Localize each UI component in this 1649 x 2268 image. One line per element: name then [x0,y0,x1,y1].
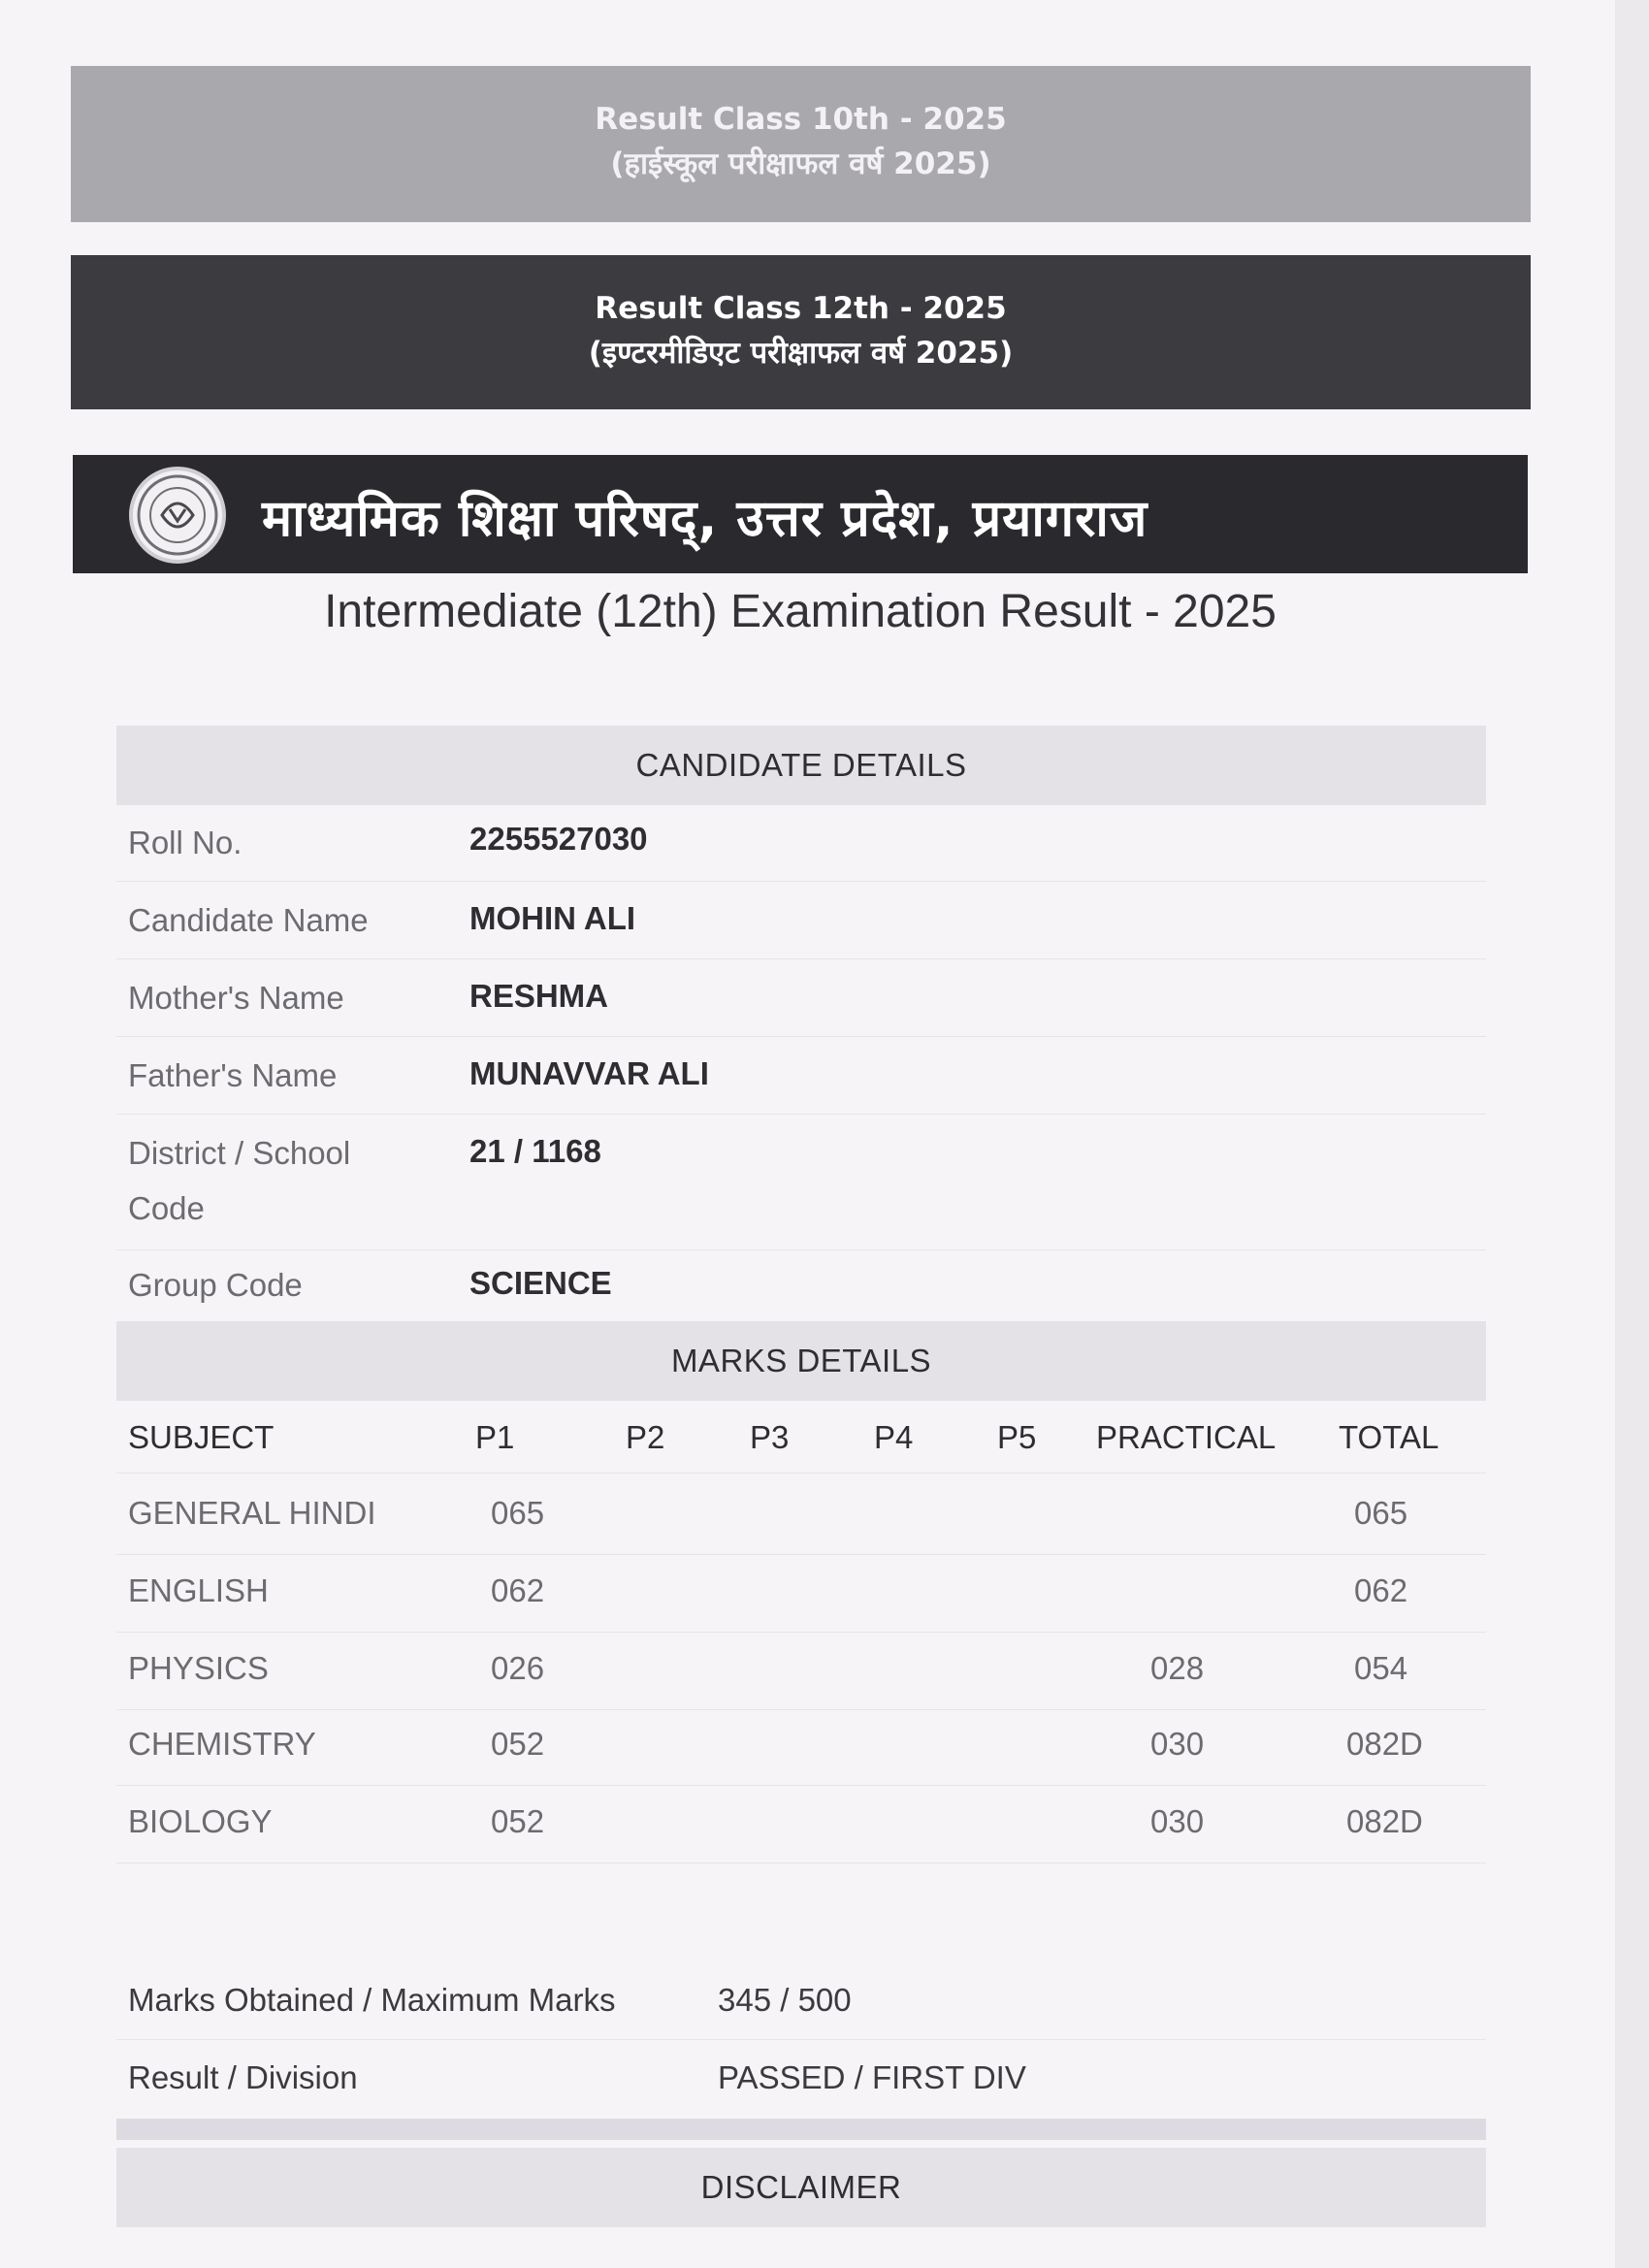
board-seal-icon [129,467,226,564]
col-total: TOTAL [1339,1419,1439,1455]
result-division-label: Result / Division [128,2059,358,2095]
class12-result-link[interactable] [71,255,1531,409]
class10-subtitle: (हाईस्कूल परीक्षाफल वर्ष 2025) [610,146,991,181]
roll-no-value: 2255527030 [469,821,648,857]
subject-name: PHYSICS [128,1650,269,1686]
subject-name: BIOLOGY [128,1803,273,1839]
subject-name: CHEMISTRY [128,1726,316,1762]
table-row [116,1484,1486,1555]
total-mark: 065 [1354,1495,1408,1531]
detail-row [116,970,1486,1037]
marks-header-row [116,1409,1486,1474]
detail-row [116,1048,1486,1115]
board-header [73,455,1528,573]
total-mark: 082D [1346,1726,1423,1762]
col-subject: SUBJECT [128,1419,275,1455]
col-p4: P4 [874,1419,914,1455]
total-mark: 082D [1346,1803,1423,1839]
table-row [116,1639,1486,1710]
candidate-name-value: MOHIN ALI [469,900,636,936]
board-name: माध्यमिक शिक्षा परिषद्, उत्तर प्रदेश, प्रयागराज [262,490,1148,548]
table-row [116,1715,1486,1786]
class10-title: Result Class 10th - 2025 [595,102,1007,137]
subject-name: GENERAL HINDI [128,1495,376,1531]
detail-label: Mother's Name [128,980,344,1016]
group-code-value: SCIENCE [469,1265,612,1301]
col-p2: P2 [626,1419,665,1455]
detail-label: District / School Code [128,1135,351,1226]
col-p3: P3 [750,1419,790,1455]
detail-row [116,1257,1486,1317]
total-mark: 062 [1354,1572,1408,1608]
practical-mark: 030 [1150,1803,1205,1839]
divider [116,2119,1486,2140]
col-practical: PRACTICAL [1096,1419,1277,1455]
col-p5: P5 [997,1419,1037,1455]
class12-subtitle: (इण्टरमीडिएट परीक्षाफल वर्ष 2025) [588,336,1014,371]
detail-row [116,815,1486,882]
table-row [116,1793,1486,1863]
marks-obtained-label: Marks Obtained / Maximum Marks [128,1982,616,2018]
detail-row [116,892,1486,959]
marks-details-heading: MARKS DETAILS [116,1321,1486,1401]
p1-mark: 052 [491,1726,545,1762]
mother-name-value: RESHMA [469,978,609,1014]
disclaimer-heading: DISCLAIMER [116,2148,1486,2227]
candidate-details-heading: CANDIDATE DETAILS [116,726,1486,805]
class10-result-link[interactable] [71,66,1531,222]
district-school-code-value: 21 / 1168 [469,1133,601,1169]
marks-obtained-value: 345 / 500 [718,1982,852,2018]
practical-mark: 028 [1150,1650,1205,1686]
p1-mark: 065 [491,1495,545,1531]
practical-mark: 030 [1150,1726,1205,1762]
detail-label: Father's Name [128,1057,338,1093]
father-name-value: MUNAVVAR ALI [469,1055,709,1091]
p1-mark: 052 [491,1803,545,1839]
detail-label: Roll No. [128,825,242,860]
detail-row [116,1125,1486,1250]
exam-title: Intermediate (12th) Examination Result - 2025 [324,586,1277,637]
detail-label: Candidate Name [128,902,369,938]
p1-mark: 026 [491,1650,545,1686]
class12-title: Result Class 12th - 2025 [595,291,1007,326]
table-row [116,1562,1486,1633]
subject-name: ENGLISH [128,1572,269,1608]
detail-label: Group Code [128,1267,303,1303]
col-p1: P1 [475,1419,515,1455]
total-mark: 054 [1354,1650,1408,1686]
p1-mark: 062 [491,1572,545,1608]
result-division-value: PASSED / FIRST DIV [718,2059,1026,2095]
